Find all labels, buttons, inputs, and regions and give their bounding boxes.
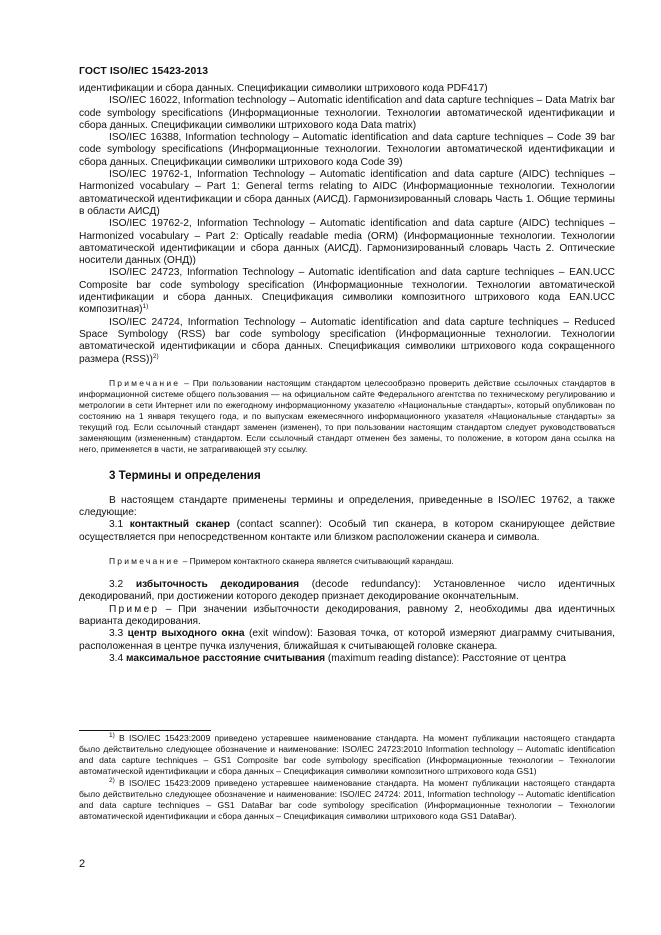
text-run: 3.4 (109, 652, 126, 664)
text-run: ISO/IEC 19762-1, Information Technology – Automatic identification and data capture (AIDC) techniques – Harmonized vocabulary – Part 1: General terms relating to AIDC (Информационные технологии. Технологии автоматической идентификации и сбора данных (АИСД). Гармонизированный словарь Часть 1. Общие термины в области АИСД) (79, 169, 615, 217)
page-number: 2 (79, 858, 86, 870)
note-label: Примечание (109, 556, 181, 567)
reference-item (79, 267, 615, 316)
note-referenced-standards (79, 378, 615, 455)
note-text: – Примером контактного сканера является считывающий карандаш. (180, 556, 454, 567)
text-run: ISO/IEC 19762-2, Information Technology – Automatic identification and data capture (AIDC) techniques – Harmonized vocabulary – Part 2: Optically readable media (ORM) (Информационные технологии. Технологии автоматической идентификации и сбора данных (АИСД). Гармонизированный словарь Часть 2. Оптические носители данных (ОНД)) (79, 218, 615, 267)
term-name: максимальное расстояние считывания (126, 652, 326, 664)
reference-item (79, 83, 615, 95)
example-decode-redundancy (79, 604, 615, 629)
section-3-title: 3 Термины и определения (109, 468, 261, 482)
main-content (79, 83, 615, 665)
footnote-item (79, 733, 615, 777)
term-definition (79, 579, 615, 604)
note-text: – При пользовании настоящим стандартом целесообразно проверить действие ссылочных стандартов в информационной системе общего пользования — на официальном сайте Федерального агентства по техническому регулированию и метрологии в сети Интернет или по ежегодному информационному указателю «Национальные стандарты», который опубликован по состоянию на 1 января текущего года, и по выпускам ежемесячного информационного указателя «Национальные стандарты» за текущий год. Если ссылочный стандарт заменен (изменен), то при пользовании настоящим стандартом следует руководствоваться заменяющим (измененным) стандартом. Если ссылочный стандарт отменен без замены, то положение, в котором дана ссылка на него, применяется в части, не затрагивающей эту ссылку. (79, 377, 615, 454)
footnote-marker: 2) (152, 352, 159, 360)
example-text: – При значении избыточности декодирования, равному 2, необходимы два идентичных варианта декодирования. (79, 603, 615, 627)
reference-item (79, 218, 615, 267)
term-definition (79, 519, 615, 544)
text-run: ISO/IEC 16022, Information technology – Automatic identification and data capture techniques – Data Matrix bar code symbology specifications (Информационные технологии. Технологии автоматической идентификации и сбора данных. Спецификации символики штрихового кода Data matrix) (79, 95, 615, 131)
term-3-4 (79, 653, 615, 665)
text-run: (maximum reading distance): Расстояние от центра (325, 652, 566, 664)
text-run: 3.3 (109, 628, 128, 640)
section-3-intro: В настоящем стандарте применены термины и определения, приведенные в ISO/IEC 19762, а также следующие: (79, 494, 615, 519)
reference-item (79, 317, 615, 366)
term-name: контактный сканер (129, 519, 231, 531)
document-header: ГОСТ ISO/IEC 15423-2013 (79, 66, 209, 77)
text-run: идентификации и сбора данных. Спецификации символики штрихового кода PDF417) (79, 83, 488, 94)
text-run: ISO/IEC 24724, Information Technology – Automatic identification and data capture techniques – Reduced Space Symbology (RSS) bar code symbology specification (Информационные технологии. Технологии автоматической идентификации и сбора данных. Спецификация символики штрихового кода сокращенного размера (RSS)) (79, 316, 615, 365)
note-contact-scanner (79, 556, 615, 567)
normative-references (79, 83, 615, 366)
example-label: Пример (109, 603, 160, 615)
footnote-marker: 1) (109, 732, 115, 739)
reference-item (79, 95, 615, 132)
term-3-3 (79, 628, 615, 653)
term-definition (79, 628, 615, 653)
term-3-1 (79, 519, 615, 544)
term-definition (79, 653, 615, 665)
text-run: (decode redundancy): Установленное число идентичных декодирований, при достижении которого декодер признает декодирование окончательным. (79, 579, 615, 603)
term-3-2 (79, 579, 615, 604)
reference-item (79, 169, 615, 218)
term-name: центр выходного окна (127, 628, 245, 640)
text-run: 3.2 (109, 579, 136, 591)
text-run: В ISO/IEC 15423:2009 приведено устаревшее наименование стандарта. На момент публикации настоящего стандарта было действительно следующее обозначение и наименование: ISO/IEC 24724: 2011, Information technology -- Automatic identification and data capture techniques – GS1 DataBar bar code symbology specification (Информационные технологии – Технологии автоматической идентификации и сбора данных – Спецификация символики штрихового кода GS1 DataBar). (79, 777, 615, 821)
footnotes (79, 733, 615, 822)
footnote-marker: 1) (142, 303, 149, 311)
text-run: ISO/IEC 16388, Information technology – Automatic identification and data capture techniques – Code 39 bar code symbology specifications (Информационные технологии. Технологии автоматической идентификации и сбора данных. Спецификации символики штрихового кода Code 39) (79, 132, 615, 168)
text-run: 3.1 (109, 519, 130, 531)
footnote-marker: 2) (109, 776, 115, 784)
reference-item (79, 132, 615, 169)
text-run: (contact scanner): Особый тип сканера, в котором сканирующее действие осуществляется при непосредственном контакте или близком расположении сканера и символа. (79, 519, 615, 543)
footnote-item (79, 778, 615, 822)
footnote-divider (79, 730, 211, 731)
text-run: В ISO/IEC 15423:2009 приведено устаревшее наименование стандарта. На момент публикации настоящего стандарта было действительно следующее обозначение и наименование: ISO/IEC 24723:2010 Information technology -- Automatic identification and data capture techniques – GS1 Composite bar code symbology specification (Информационные технологии – Технологии автоматической идентификации и сбора данных – Спецификация символики композитного штрихового кода GS1) (79, 733, 615, 776)
term-name: избыточность декодирования (135, 579, 300, 591)
note-label: Примечание (109, 377, 181, 388)
text-run: ISO/IEC 24723, Information Technology – Automatic identification and data capture techniques – EAN.UCC Composite bar code symbology specification (Информационные технологии. Технологии автоматической идентификации и сбора данных. Спецификация символики композитного штрихового кода EAN.UCC композитная) (79, 267, 615, 316)
text-run: (exit window): Базовая точка, от которой измеряют диаграмму считывания, расположенная в центре пучка излучения, ближайшая к считывающей головке сканера. (79, 628, 615, 652)
